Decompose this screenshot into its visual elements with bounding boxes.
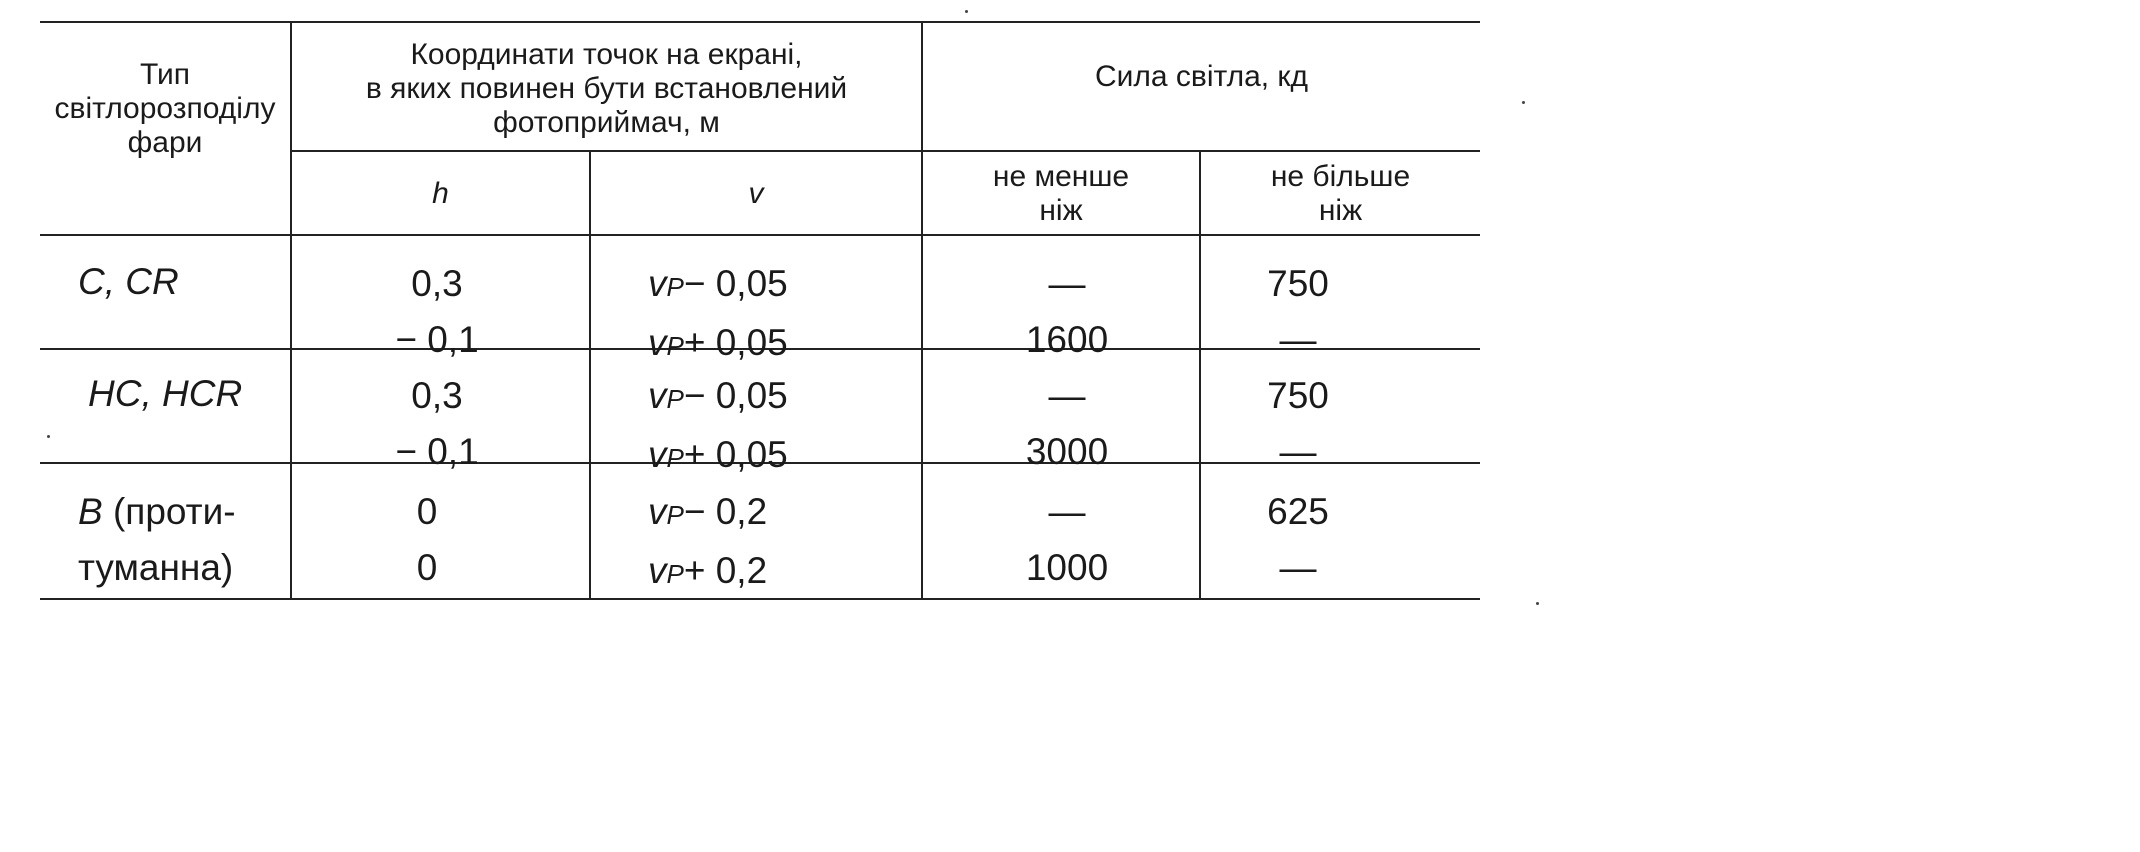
header-h: h: [432, 177, 449, 210]
row3-v-line2-sub: P: [666, 559, 684, 589]
scan-speck: [1536, 602, 1539, 605]
row3-type-line2: туманна): [78, 547, 234, 588]
table-top-rule: [40, 21, 1480, 23]
row3-max: [1253, 484, 1343, 596]
row1-type: C, CR: [78, 261, 179, 302]
header-v: v: [748, 177, 764, 210]
row3-v-line1-sub: P: [666, 500, 684, 530]
header-type: [40, 58, 290, 160]
row2-v-line1-sym: v: [648, 375, 667, 416]
row3-type-text1: (проти-: [102, 491, 236, 532]
row1-v-line2-val: + 0,05: [683, 322, 788, 363]
header-type-line2: світлорозподілу: [54, 92, 276, 125]
row3-max-line1: 625: [1267, 491, 1329, 532]
row1-h-line2: − 0,1: [395, 319, 479, 360]
row3-v: [648, 484, 767, 602]
row2-v-line2: [648, 427, 788, 486]
header-max-line1: не більше: [1270, 160, 1411, 193]
header-coords-line1: Координати точок на екрані,: [410, 38, 803, 71]
row2-min: [1012, 368, 1122, 480]
row3-type-letter: B: [78, 491, 103, 532]
row2-min-line2: 3000: [1025, 431, 1109, 472]
row1-v-line1: [648, 256, 788, 315]
row1-min-line2: 1600: [1025, 319, 1109, 360]
header-type-line1: Тип: [139, 58, 190, 91]
row2-v-line2-sym: v: [648, 434, 667, 475]
row2-max: [1253, 368, 1343, 480]
header-min-line1: не менше: [992, 160, 1130, 193]
row2-v-line2-val: + 0,05: [683, 434, 788, 475]
header-coords-line2: в яких повинен бути встановлений: [365, 72, 848, 105]
row2-h-line1: 0,3: [411, 375, 463, 416]
h-v-divider: [589, 150, 591, 600]
row3-h: [382, 484, 472, 596]
row3-h-line2: 0: [416, 547, 438, 588]
row1-v-line1-val: − 0,05: [683, 263, 788, 304]
row2-type: HC, HCR: [88, 373, 243, 414]
row2-max-line2: —: [1279, 431, 1317, 472]
row2-h-line2: − 0,1: [395, 431, 479, 472]
row2-v-line2-sub: P: [666, 443, 684, 473]
row3-type: [78, 484, 236, 596]
row1-max: [1253, 256, 1343, 368]
scan-speck: [47, 435, 50, 438]
row1-min: [1012, 256, 1122, 368]
header-min-line2: ніж: [1039, 194, 1083, 227]
coords-intensity-divider: [921, 21, 923, 600]
row3-v-line2-val: + 0,2: [683, 550, 768, 591]
row1-v-line2-sym: v: [648, 322, 667, 363]
row3-v-line2-sym: v: [648, 550, 667, 591]
row1-h-line1: 0,3: [411, 263, 463, 304]
row3-max-line2: —: [1279, 547, 1317, 588]
row1-v: [648, 256, 788, 374]
row2-h: [382, 368, 492, 480]
row3-v-line1-sym: v: [648, 491, 667, 532]
scan-speck: [1522, 101, 1525, 104]
row3-type-line1: [78, 484, 236, 540]
header-max: [1201, 160, 1480, 228]
row2-v-line1-val: − 0,05: [683, 375, 788, 416]
row3-min-line2: 1000: [1025, 547, 1109, 588]
row3-v-line1: [648, 484, 767, 543]
row3-v-line1-val: − 0,2: [683, 491, 768, 532]
header-max-line2: ніж: [1318, 194, 1363, 227]
row1-v-line2-sub: P: [666, 331, 684, 361]
row2-min-line1: —: [1048, 375, 1086, 416]
header-type-line3: фари: [127, 126, 203, 159]
row3-min: [1012, 484, 1122, 596]
scan-speck: [965, 10, 968, 13]
row2-v-line1-sub: P: [666, 384, 684, 414]
row1-max-line2: —: [1279, 319, 1317, 360]
row3-h-line1: 0: [416, 491, 438, 532]
row1-max-line1: 750: [1267, 263, 1329, 304]
row2-v-line1: [648, 368, 788, 427]
row1-v-line1-sym: v: [648, 263, 667, 304]
row1-v-line1-sub: P: [666, 272, 684, 302]
header-bottom-rule: [40, 234, 1480, 236]
row3-min-line1: —: [1048, 491, 1086, 532]
row2-max-line1: 750: [1267, 375, 1329, 416]
header-coords-line3: фотоприймач, м: [493, 106, 720, 139]
row1-min-line1: —: [1048, 263, 1086, 304]
row1-v-line2: [648, 315, 788, 374]
intensity-sub-rule: [290, 150, 1480, 152]
header-min: [923, 160, 1199, 228]
row2-v: [648, 368, 788, 486]
row3-v-line2: [648, 543, 767, 602]
header-coords: [292, 38, 921, 140]
header-intensity: Сила світла, кд: [1094, 60, 1309, 93]
row1-h: [382, 256, 492, 368]
